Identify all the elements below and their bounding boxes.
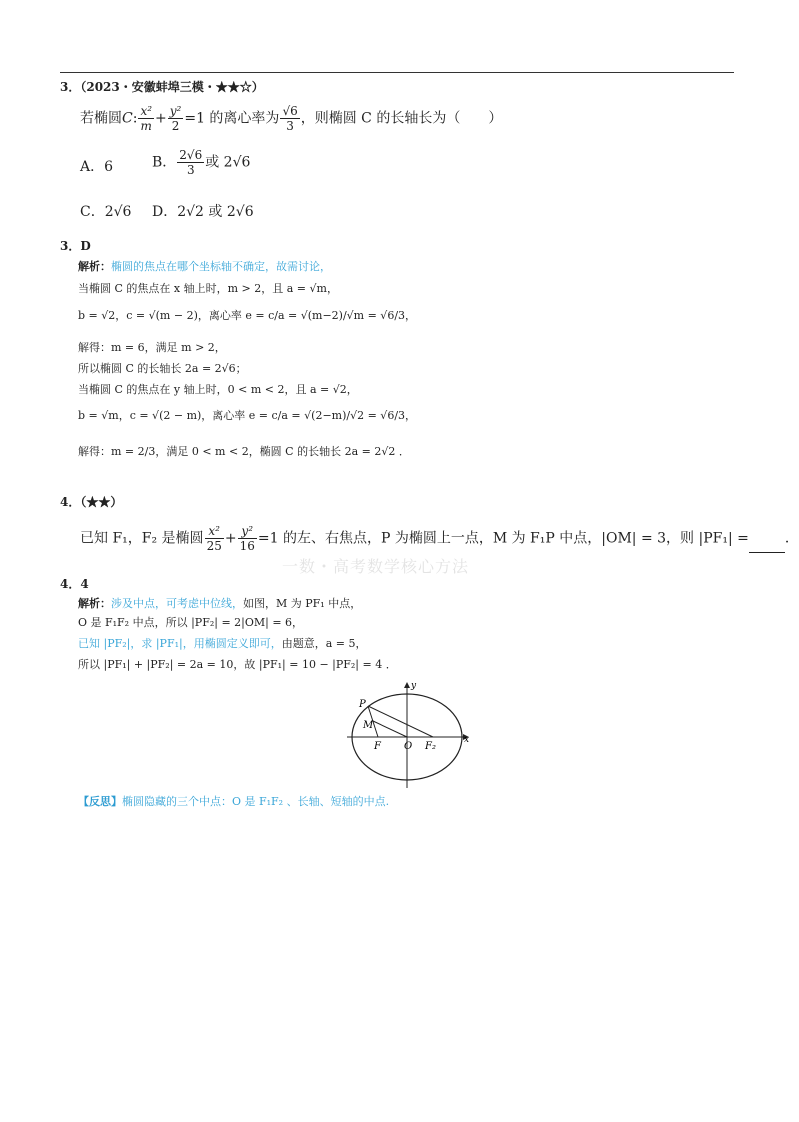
- a4-line-4: 所以 |PF₁| + |PF₂| = 2a = 10，故 |PF₁| = 10 − |PF₂| = 4 ．: [78, 658, 397, 671]
- q3-stem-prefix: 若椭圆: [80, 110, 122, 127]
- label-p: P: [359, 699, 366, 710]
- q3-stem-suffix: ，则椭圆 C 的长轴长为（ ）: [300, 110, 503, 127]
- a3-label: 解析：: [78, 260, 111, 273]
- a3-line-1: 当椭圆 C 的焦点在 x 轴上时，m > 2，且 a = √m，: [78, 282, 338, 295]
- a3-hint: 椭圆的焦点在哪个坐标轴不确定，故需讨论，: [111, 260, 331, 273]
- a4-line-1: 如图，M 为 PF₁ 中点，: [243, 597, 362, 610]
- a4-line-2: O 是 F₁F₂ 中点，所以 |PF₂| = 2|OM| = 6，: [78, 616, 304, 629]
- a3-line-7: 解得：m = 2/3，满足 0 < m < 2，椭圆 C 的长轴长 2a = 2√2 ．: [78, 445, 410, 458]
- q3-frac-y: [168, 104, 184, 133]
- q4-frac-x-num: x²: [205, 524, 224, 539]
- q3-frac-y-den: 2: [171, 119, 180, 133]
- top-rule: [60, 72, 734, 73]
- q3-option-b-num: 2√6: [179, 148, 203, 162]
- a4-line-3: 由题意，a = 5，: [281, 637, 367, 650]
- label-f1: F: [374, 741, 381, 752]
- a3-line-4: 所以椭圆 C 的长轴长 2a = 2√6；: [78, 362, 247, 375]
- q3-option-b: [152, 148, 250, 177]
- q3-option-d: D．2√2 或 2√6: [152, 204, 254, 220]
- q4-frac-y: [238, 524, 257, 553]
- q4-frac-x: [205, 524, 224, 553]
- segment-pf2: [368, 706, 433, 737]
- a4-answer: 4．4: [60, 577, 89, 591]
- a3-hint-line: [78, 258, 331, 276]
- a3-line-5: 当椭圆 C 的焦点在 y 轴上时，0 < m < 2，且 a = √2，: [78, 383, 358, 396]
- q3-stem: 若椭圆C: $\frac{\text{x²}}{m}$ + $\frac{\text{y²}}{2}$ =1 的离心率为 $\frac{√6}{3}$ ，则椭圆 C 的长轴长为（ ）: [80, 104, 503, 133]
- watermark: 一数・高考数学核心方法: [282, 557, 470, 576]
- q3-eq-tail: =1 的离心率为: [184, 110, 280, 127]
- q3-option-b-frac: [177, 148, 204, 177]
- q3-frac-x-den: m: [140, 119, 152, 133]
- q3-ecc-frac: [280, 104, 299, 133]
- q4-answer-blank: [749, 540, 785, 553]
- q4-header: 4．（★★）: [60, 495, 123, 509]
- q3-frac-x-num: x²: [140, 104, 153, 118]
- q4-stem: 已知 F₁，F₂ 是椭圆 $\frac{\text{x²}}{25}$ + $\frac{\text{y²}}{16}$ =1 的左、右焦点，P 为椭圆上一点，M 为 F₁P 中点，|OM| = 3，则 |PF₁| = ．: [80, 524, 799, 553]
- label-m: M: [363, 720, 374, 731]
- label-o: O: [404, 741, 413, 752]
- label-f2: F₂: [425, 741, 436, 752]
- a4-hint-2: 已知 |PF₂|，求 |PF₁|，用椭圆定义即可，: [78, 637, 282, 650]
- ellipse-figure: [345, 680, 475, 790]
- q4-frac-y-den: 16: [239, 539, 255, 553]
- q3-header: 3．（2023・安徽蚌埠三模・★★☆）: [60, 80, 264, 94]
- q3-option-b-tail: 或 2√6: [205, 154, 251, 171]
- q3-frac-y-num: y²: [169, 104, 182, 118]
- q3-option-b-den: 3: [186, 163, 195, 177]
- a4-hint-1: 涉及中点，可考虑中位线，: [111, 597, 243, 610]
- label-y: y: [411, 681, 417, 691]
- a3-line-6: b = √m，c = √(2 − m)，离心率 e = c/a = √(2−m)/√2 = √6/3，: [78, 409, 417, 422]
- y-axis-arrow: [404, 682, 410, 688]
- q4-stem-part1: 已知 F₁，F₂ 是椭圆: [80, 530, 204, 547]
- q4-stem-part2: =1 的左、右焦点，P 为椭圆上一点，M 为 F₁P 中点，|OM| = 3，则 |PF₁| =: [257, 530, 749, 547]
- q4-frac-y-num: y²: [238, 524, 257, 539]
- q3-frac-x: [138, 104, 154, 133]
- q3-option-a: A．6: [80, 159, 114, 175]
- a4-hint-line-2: [78, 635, 366, 653]
- a3-line-2: b = √2，c = √(m − 2)，离心率 e = c/a = √(m−2)/√m = √6/3，: [78, 309, 417, 322]
- q3-option-c: C．2√6: [80, 204, 132, 220]
- q4-frac-x-den: 25: [206, 539, 222, 553]
- label-x: x: [464, 735, 470, 745]
- q3-curve: C: [122, 110, 133, 127]
- q3-ecc-num: √6: [282, 104, 298, 118]
- reflection-note: [78, 793, 389, 809]
- a4-hint-line-1: [78, 595, 361, 613]
- segment-om: [373, 721, 407, 737]
- q4-stem-end: ．: [784, 530, 799, 547]
- reflection-tag: 【反思】: [78, 795, 122, 808]
- a3-answer: 3．D: [60, 239, 91, 253]
- q3-option-b-label: B．: [152, 154, 177, 171]
- a4-label: 解析：: [78, 597, 111, 610]
- q3-ecc-den: 3: [286, 119, 294, 133]
- reflection-text: 椭圆隐藏的三个中点：O 是 F₁F₂ 、长轴、短轴的中点.: [122, 795, 390, 808]
- a3-line-3: 解得：m = 6，满足 m > 2，: [78, 341, 226, 354]
